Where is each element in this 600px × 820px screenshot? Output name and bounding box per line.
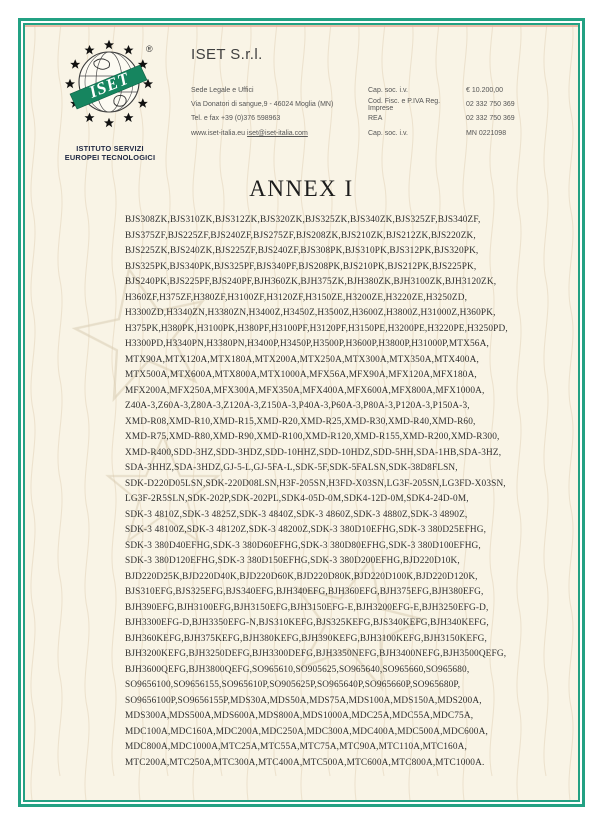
model-line: BJS310EFG,BJS325EFG,BJS340EFG,BJH340EFG,BJH360EFG,BJH375EFG,BJH380EFG, — [125, 587, 484, 597]
letterhead — [25, 25, 578, 162]
org-name-line1: ISTITUTO SERVIZI — [76, 144, 144, 153]
model-line: BJH3200KEFG,BJH3250DEFG,BJH3300DEFG,BJH3350NEFG,BJH3400NEFG,BJH3500QEFG, — [125, 649, 507, 659]
model-line: MDC100A,MDC160A,MDC200A,MDC250A,MDC300A,MDC400A,MDC500A,MDC600A, — [125, 726, 488, 737]
model-line: BJS325PK,BJS340PK,BJS325PF,BJS340PF,BJS208PK,BJS210PK,BJS212PK,BJS225PK, — [125, 261, 477, 272]
page-title: ANNEX I — [249, 176, 354, 201]
model-line: SO9656100P,SO9656155P,MDS30A,MDS50A,MDS75A,MDS100A,MDS150A,MDS200A, — [125, 695, 482, 706]
model-line: MDC800A,MDC1000A,MTC25A,MTC55A,MTC75A,MTC90A,MTC110A,MTC160A, — [125, 742, 467, 752]
registered-trademark-icon: ® — [146, 44, 153, 54]
info-label: Sede Legale e Uffici — [191, 86, 254, 94]
model-line: H375PK,H380PK,H3100PK,H380PF,H3100PF,H3120PF,H3150PE,H3200PE,H3220PE,H3250PD, — [125, 323, 508, 334]
company-title: ISET S.r.l. — [191, 46, 263, 63]
model-line: MDS300A,MDS500A,MDS600A,MDS800A,MDS1000A,MDC25A,MDC55A,MDC75A, — [125, 711, 474, 721]
model-line: SDK-3 380D120EFHG,SDK-3 380D150EFHG,SDK-3 380D200EFHG,BJD220D10K, — [125, 556, 460, 566]
logo-iset-text: ISET — [86, 68, 133, 102]
iset-logo — [62, 38, 158, 130]
model-line: XMD-R75,XMD-R80,XMD-R90,XMD-R100,XMD-R120,XMD-R155,XMD-R200,XMD-R300, — [125, 432, 500, 442]
info-label: Via Donatori di sangue,9 - 46024 Moglia (MN) — [191, 101, 334, 109]
company-info-row — [191, 126, 564, 140]
model-line: H360ZF,H375ZF,H380ZF,H3100ZF,H3120ZF,H3150ZE,H3200ZE,H3220ZE,H3250ZD, — [125, 292, 468, 303]
model-line: SDA-3HHZ,SDA-3HDZ,GJ-5-L,GJ-5FA-L,SDK-5F,SDK-5FALSN,SDK-38D8FLSN, — [125, 463, 458, 473]
model-line: H3300ZD,H3340ZN,H3380ZN,H3400Z,H3450Z,H3500Z,H3600Z,H3800Z,H31000Z,H360PK, — [125, 308, 496, 318]
model-line: BJS240PK,BJS225PF,BJS240PF,BJH360ZK,BJH375ZK,BJH380ZK,BJH3100ZK,BJH3120ZK, — [125, 277, 497, 287]
certificate-frame — [18, 18, 585, 807]
model-line: SDK-3 380D40EFHG,SDK-3 380D60EFHG,SDK-3 380D80EFHG,SDK-3 380D100EFHG, — [125, 540, 481, 551]
company-info-row — [191, 97, 564, 111]
info-value: 02 332 750 369 — [466, 101, 515, 109]
model-line: BJH390EFG,BJH3100EFG,BJH3150EFG,BJH3150EFG-E,BJH3200EFG-E,BJH3250EFG-D, — [125, 602, 489, 613]
info-label: Tel. e fax +39 (0)376 598963 — [191, 115, 281, 123]
company-info-row — [191, 83, 564, 97]
model-line: XMD-R08,XMD-R10,XMD-R15,XMD-R20,XMD-R25,XMD-R30,XMD-R40,XMD-R60, — [125, 416, 476, 427]
org-name — [49, 144, 171, 162]
email-link[interactable]: iset@iset-italia.com — [247, 129, 308, 137]
org-name-line2: EUROPEI TECNOLOGICI — [64, 153, 156, 162]
model-line: BJH3300EFG-D,BJH3350EFG-N,BJS310KEFG,BJS325KEFG,BJS340KEFG,BJH340KEFG, — [125, 618, 489, 628]
company-info-table — [191, 83, 564, 141]
model-line: MFX200A,MFX250A,MFX300A,MFX350A,MFX400A,MFX600A,MFX800A,MFX1000A, — [125, 385, 485, 396]
scan-artifact-line — [25, 25, 578, 27]
paper — [23, 23, 580, 802]
model-line: BJH3600QEFG,BJH3800QEFG,SO965610,SO905625,SO965640,SO965660,SO965680, — [125, 664, 470, 675]
info-value: € 10.200,00 — [466, 86, 503, 94]
info-value: 02 332 750 369 — [466, 115, 515, 123]
model-line: LG3F-2R5SLN,SDK-202P,SDK-202PL,SDK4-05D-0M,SDK4-12D-0M,SDK4-24D-0M, — [125, 494, 469, 504]
model-line: SDK-D220D05LSN,SDK-220D08LSN,H3F-205SN,H3FD-X03SN,LG3F-205SN,LG3FD-X03SN, — [125, 478, 506, 489]
info-key: REA — [368, 115, 383, 123]
model-line: MTX500A,MTX600A,MTX800A,MTX1000A,MFX56A,MFX90A,MFX120A,MFX180A, — [125, 370, 477, 380]
model-line: BJS225ZK,BJS240ZK,BJS225ZF,BJS240ZF,BJS308PK,BJS310PK,BJS312PK,BJS320PK, — [125, 246, 479, 256]
info-key: Cod. Fisc. e P.IVA Reg. Imprese — [368, 97, 441, 112]
model-line: MTC200A,MTC250A,MTC300A,MTC400A,MTC500A,MTC600A,MTC800A,MTC1000A. — [125, 757, 485, 768]
info-label: www.iset-italia.eu iset@iset-italia.com — [191, 129, 308, 137]
model-line: MTX90A,MTX120A,MTX180A,MTX200A,MTX250A,MTX300A,MTX350A,MTX400A, — [125, 354, 479, 365]
model-line: SO9656100,SO9656155,SO965610P,SO905625P,SO965640P,SO965660P,SO965680P, — [125, 680, 461, 690]
model-line: BJS308ZK,BJS310ZK,BJS312ZK,BJS320ZK,BJS325ZK,BJS340ZK,BJS325ZF,BJS340ZF, — [125, 215, 481, 225]
model-line: SDK-3 4810Z,SDK-3 4825Z,SDK-3 4840Z,SDK-3 4860Z,SDK-3 4880Z,SDK-3 4890Z, — [125, 509, 468, 520]
model-line: BJD220D25K,BJD220D40K,BJD220D60K,BJD220D80K,BJD220D100K,BJD220D120K, — [125, 571, 478, 582]
info-value: MN 0221098 — [466, 129, 507, 137]
info-key: Cap. soc. i.v. — [368, 129, 408, 137]
model-list — [25, 213, 578, 771]
model-line: Z40A-3,Z60A-3,Z80A-3,Z120A-3,Z150A-3,P40A-3,P60A-3,P80A-3,P120A-3,P150A-3, — [125, 401, 470, 411]
model-line: BJS375ZF,BJS225ZF,BJS240ZF,BJS275ZF,BJS208ZK,BJS210ZK,BJS212ZK,BJS220ZK, — [125, 230, 476, 241]
model-line: SDK-3 48100Z,SDK-3 48120Z,SDK-3 48200Z,SDK-3 380D10EFHG,SDK-3 380D25EFHG, — [125, 525, 487, 535]
model-line: BJH360KEFG,BJH375KEFG,BJH380KEFG,BJH390KEFG,BJH3100KEFG,BJH3150KEFG, — [125, 633, 487, 644]
info-key: Cap. soc. i.v. — [368, 86, 408, 94]
company-info-row — [191, 112, 564, 126]
model-line: H3300PD,H3340PN,H3380PN,H3400P,H3450P,H3500P,H3600P,H3800P,H31000P,MTX56A, — [125, 339, 489, 349]
letterhead-text — [171, 38, 564, 162]
logo-block — [49, 38, 171, 162]
model-line: XMD-R400,SDD-3HZ,SDD-3HDZ,SDD-10HHZ,SDD-10HDZ,SDD-5HH,SDA-1HB,SDA-3HZ, — [125, 447, 502, 458]
